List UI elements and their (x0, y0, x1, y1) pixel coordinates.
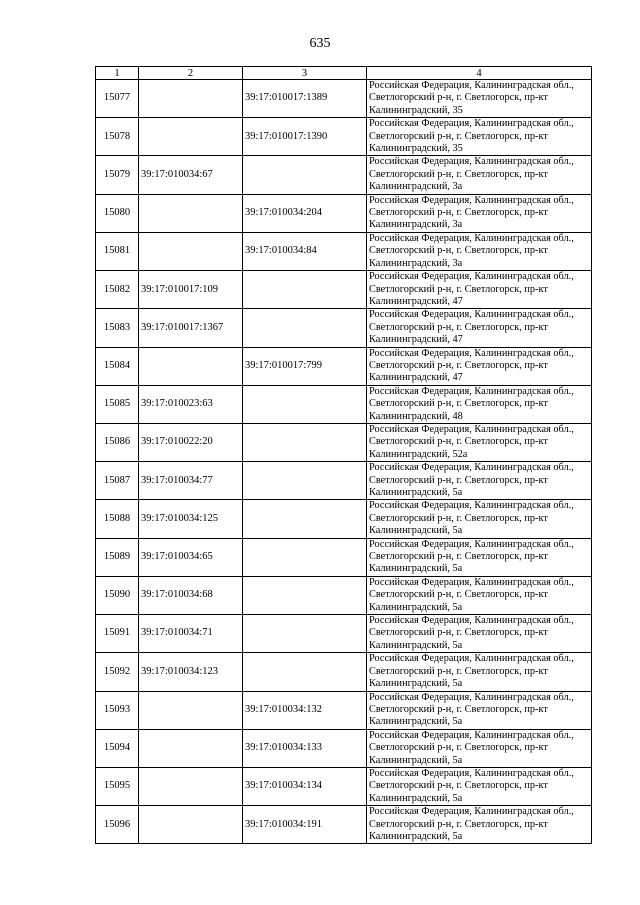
cadastral-number-col2-cell: 39:17:010034:71 (139, 615, 243, 653)
header-row (96, 67, 592, 80)
address-line: Светлогорский р-н, г. Светлогорск, пр-кт (369, 474, 548, 486)
cadastral-number-col2-cell (139, 80, 243, 118)
cadastral-number-col2-cell (139, 194, 243, 232)
address-line: Светлогорский р-н, г. Светлогорск, пр-кт (369, 818, 548, 830)
address-line: Калининградский, 3а (369, 181, 463, 193)
address-line: Калининградский, 5а (369, 601, 463, 613)
address-cell (367, 729, 592, 767)
address-cell (367, 385, 592, 423)
address-line: Российская Федерация, Калининградская обл., (369, 691, 574, 703)
address-line: Калининградский, 5а (369, 487, 463, 498)
address-line: Российская Федерация, Калининградская обл., (369, 615, 574, 627)
column-header-4: 4 (367, 67, 592, 80)
address-line: Калининградский, 48 (369, 410, 463, 422)
address-line: Российская Федерация, Калининградская обл., (369, 806, 574, 818)
address-cell (367, 767, 592, 805)
table-row (96, 729, 592, 767)
address-cell (367, 423, 592, 461)
cadastral-number-col2-cell: 39:17:010034:77 (139, 462, 243, 500)
address-line: Калининградский, 52а (369, 448, 468, 460)
address-line: Российская Федерация, Калининградская обл., (369, 729, 574, 741)
cadastral-number-col2-cell: 39:17:010023:63 (139, 385, 243, 423)
address-line: Светлогорский р-н, г. Светлогорск, пр-кт (369, 245, 548, 257)
cadastral-number-col2-cell: 39:17:010017:109 (139, 271, 243, 309)
row-number-cell: 15092 (96, 653, 139, 691)
address-cell (367, 691, 592, 729)
cadastral-number-col3-cell (243, 462, 367, 500)
cadastral-number-col2-cell (139, 118, 243, 156)
address-line: Светлогорский р-н, г. Светлогорск, пр-кт (369, 436, 548, 448)
address-line: Российская Федерация, Калининградская обл., (369, 385, 574, 397)
address-line: Российская Федерация, Калининградская обл., (369, 462, 574, 474)
table-row (96, 806, 592, 844)
address-line: Светлогорский р-н, г. Светлогорск, пр-кт (369, 283, 548, 295)
table-row (96, 500, 592, 538)
address-cell (367, 347, 592, 385)
table-row (96, 615, 592, 653)
address-line: Светлогорский р-н, г. Светлогорск, пр-кт (369, 168, 548, 180)
cadastral-number-col2-cell (139, 729, 243, 767)
table-row (96, 156, 592, 194)
address-line: Российская Федерация, Калининградская обл., (369, 576, 574, 588)
table-row (96, 309, 592, 347)
cadastral-number-col2-cell (139, 232, 243, 270)
address-line: Российская Федерация, Калининградская обл., (369, 653, 574, 665)
table-row (96, 653, 592, 691)
cadastral-number-col3-cell: 39:17:010034:132 (243, 691, 367, 729)
row-number-cell: 15087 (96, 462, 139, 500)
address-cell (367, 156, 592, 194)
row-number-cell: 15077 (96, 80, 139, 118)
column-header-1: 1 (96, 67, 139, 80)
address-line: Российская Федерация, Калининградская обл., (369, 767, 574, 779)
row-number-cell: 15089 (96, 538, 139, 576)
address-line: Светлогорский р-н, г. Светлогорск, пр-кт (369, 512, 548, 524)
address-cell (367, 500, 592, 538)
address-line: Калининградский, 3а (369, 219, 463, 231)
page-number: 635 (309, 36, 331, 51)
address-line: Российская Федерация, Калининградская обл., (369, 232, 574, 244)
table-row (96, 423, 592, 461)
address-line: Светлогорский р-н, г. Светлогорск, пр-кт (369, 92, 548, 104)
cadastral-number-col3-cell (243, 309, 367, 347)
table-row (96, 232, 592, 270)
row-number-cell: 15088 (96, 500, 139, 538)
address-line: Светлогорский р-н, г. Светлогорск, пр-кт (369, 627, 548, 639)
cadastral-number-col3-cell (243, 615, 367, 653)
cadastral-number-col2-cell: 39:17:010034:67 (139, 156, 243, 194)
table-row (96, 118, 592, 156)
row-number-cell: 15079 (96, 156, 139, 194)
cadastral-number-col3-cell (243, 500, 367, 538)
address-line: Калининградский, 5а (369, 754, 463, 766)
cadastral-number-col3-cell: 39:17:010017:1390 (243, 118, 367, 156)
address-line: Калининградский, 47 (369, 295, 463, 307)
row-number-cell: 15091 (96, 615, 139, 653)
address-line: Российская Федерация, Калининградская обл., (369, 538, 574, 550)
cadastral-number-col2-cell (139, 767, 243, 805)
table-row (96, 462, 592, 500)
cadastral-number-col3-cell: 39:17:010017:1389 (243, 80, 367, 118)
table-row (96, 691, 592, 729)
cadastral-number-col2-cell: 39:17:010022:20 (139, 423, 243, 461)
cadastral-number-col3-cell (243, 653, 367, 691)
address-line: Светлогорский р-н, г. Светлогорск, пр-кт (369, 321, 548, 333)
address-cell (367, 538, 592, 576)
cadastral-number-col3-cell (243, 156, 367, 194)
cadastral-number-col3-cell: 39:17:010034:204 (243, 194, 367, 232)
row-number-cell: 15094 (96, 729, 139, 767)
address-line: Калининградский, 5а (369, 716, 463, 728)
cadastral-number-col3-cell: 39:17:010017:799 (243, 347, 367, 385)
address-cell (367, 118, 592, 156)
table-body (96, 80, 592, 844)
address-line: Светлогорский р-н, г. Светлогорск, пр-кт (369, 742, 548, 754)
address-line: Российская Федерация, Калининградская обл., (369, 423, 574, 435)
cadastral-number-col2-cell: 39:17:010034:65 (139, 538, 243, 576)
table-row (96, 347, 592, 385)
address-cell (367, 232, 592, 270)
address-line: Российская Федерация, Калининградская обл., (369, 500, 574, 512)
cadastral-number-col3-cell: 39:17:010034:191 (243, 806, 367, 844)
table-row (96, 80, 592, 118)
row-number-cell: 15083 (96, 309, 139, 347)
address-line: Российская Федерация, Калининградская обл., (369, 156, 574, 168)
cadastral-number-col3-cell: 39:17:010034:133 (243, 729, 367, 767)
column-header-3: 3 (243, 67, 367, 80)
address-line: Светлогорский р-н, г. Светлогорск, пр-кт (369, 130, 548, 142)
address-line: Калининградский, 47 (369, 334, 463, 346)
address-cell (367, 806, 592, 844)
row-number-cell: 15085 (96, 385, 139, 423)
cadastral-number-col3-cell (243, 576, 367, 614)
table-row (96, 271, 592, 309)
cadastral-number-col2-cell (139, 806, 243, 844)
row-number-cell: 15096 (96, 806, 139, 844)
row-number-cell: 15095 (96, 767, 139, 805)
address-cell (367, 194, 592, 232)
address-line: Калининградский, 5а (369, 563, 463, 575)
cadastral-number-col3-cell (243, 271, 367, 309)
address-line: Калининградский, 47 (369, 372, 463, 384)
address-line: Калининградский, 5а (369, 792, 463, 804)
row-number-cell: 15084 (96, 347, 139, 385)
table-header (96, 67, 592, 80)
address-line: Российская Федерация, Калининградская обл., (369, 118, 574, 130)
address-line: Калининградский, 5а (369, 830, 463, 842)
cadastral-number-col2-cell: 39:17:010034:68 (139, 576, 243, 614)
cadastral-number-col2-cell (139, 347, 243, 385)
address-line: Светлогорский р-н, г. Светлогорск, пр-кт (369, 589, 548, 601)
row-number-cell: 15080 (96, 194, 139, 232)
address-line: Российская Федерация, Калининградская обл., (369, 271, 574, 283)
cadastral-number-col3-cell (243, 538, 367, 576)
cadastral-number-col2-cell (139, 691, 243, 729)
cadastral-number-col2-cell: 39:17:010034:123 (139, 653, 243, 691)
address-line: Светлогорский р-н, г. Светлогорск, пр-кт (369, 207, 548, 219)
cadastral-number-col3-cell: 39:17:010034:84 (243, 232, 367, 270)
address-line: Светлогорский р-н, г. Светлогорск, пр-кт (369, 398, 548, 410)
row-number-cell: 15086 (96, 423, 139, 461)
address-cell (367, 615, 592, 653)
cadastral-number-col2-cell: 39:17:010017:1367 (139, 309, 243, 347)
address-line: Светлогорский р-н, г. Светлогорск, пр-кт (369, 551, 548, 563)
column-header-2: 2 (139, 67, 243, 80)
table-row (96, 385, 592, 423)
cadastral-number-col3-cell (243, 423, 367, 461)
registry-table (95, 66, 592, 844)
row-number-cell: 15082 (96, 271, 139, 309)
address-line: Калининградский, 35 (369, 104, 463, 116)
address-line: Светлогорский р-н, г. Светлогорск, пр-кт (369, 665, 548, 677)
address-cell (367, 271, 592, 309)
cadastral-number-col3-cell (243, 385, 367, 423)
address-cell (367, 462, 592, 500)
address-line: Российская Федерация, Калининградская обл., (369, 309, 574, 321)
address-line: Калининградский, 5а (369, 525, 463, 537)
address-cell (367, 309, 592, 347)
address-line: Светлогорский р-н, г. Светлогорск, пр-кт (369, 780, 548, 792)
table-row (96, 576, 592, 614)
address-cell (367, 576, 592, 614)
row-number-cell: 15093 (96, 691, 139, 729)
address-line: Светлогорский р-н, г. Светлогорск, пр-кт (369, 703, 548, 715)
row-number-cell: 15081 (96, 232, 139, 270)
cadastral-number-col3-cell: 39:17:010034:134 (243, 767, 367, 805)
table-row (96, 194, 592, 232)
address-line: Калининградский, 5а (369, 678, 463, 690)
address-line: Российская Федерация, Калининградская обл., (369, 80, 574, 91)
cadastral-number-col2-cell: 39:17:010034:125 (139, 500, 243, 538)
address-cell (367, 80, 592, 118)
address-line: Российская Федерация, Калининградская обл., (369, 347, 574, 359)
address-line: Калининградский, 35 (369, 143, 463, 155)
address-line: Российская Федерация, Калининградская обл., (369, 194, 574, 206)
address-cell (367, 653, 592, 691)
address-line: Калининградский, 3а (369, 257, 463, 269)
address-line: Калининградский, 5а (369, 639, 463, 651)
table-row (96, 767, 592, 805)
address-line: Светлогорский р-н, г. Светлогорск, пр-кт (369, 359, 548, 371)
row-number-cell: 15090 (96, 576, 139, 614)
table-row (96, 538, 592, 576)
row-number-cell: 15078 (96, 118, 139, 156)
